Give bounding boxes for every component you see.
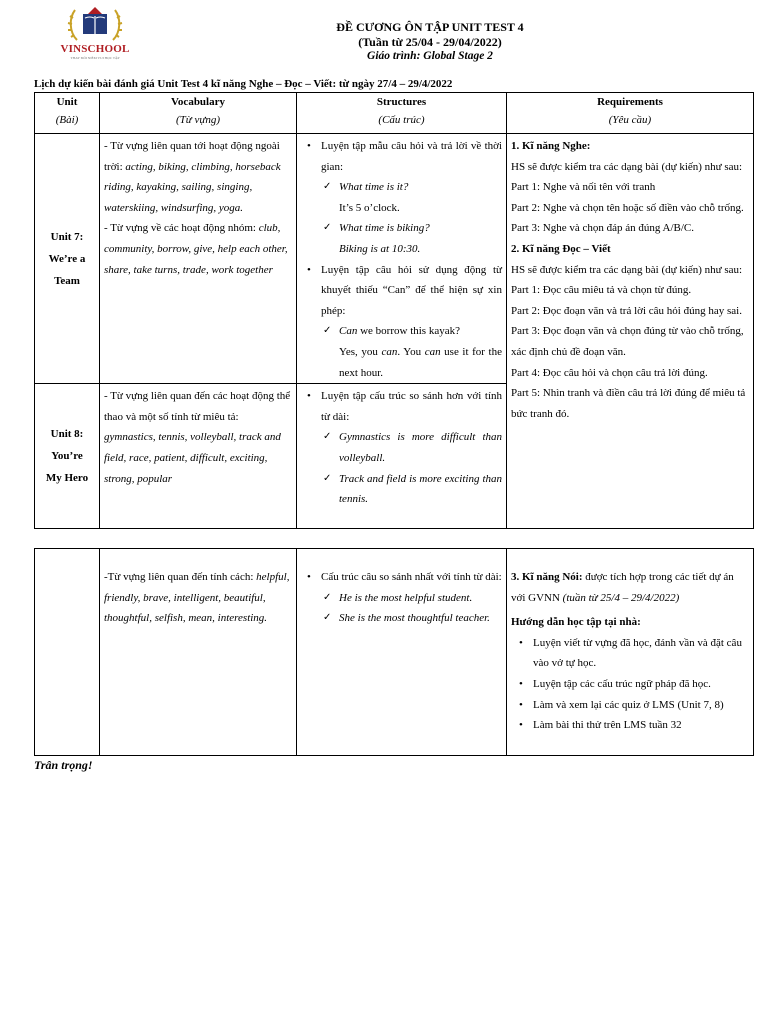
speaking-title: 3. Kĩ năng Nói: xyxy=(511,571,583,583)
syllabus-table-continued xyxy=(34,548,754,756)
reading-part-5: Part 5: Nhìn tranh và điền câu trả lời đúng để miêu tả bức tranh đó. xyxy=(511,387,746,420)
curriculum-name: Giáo trình: Global Stage 2 xyxy=(367,50,493,62)
reading-part-1: Part 1: Đọc câu miêu tả và chọn từ đúng. xyxy=(511,284,692,297)
week-range: (Tuần từ 25/04 - 29/04/2022) xyxy=(358,35,502,49)
reading-part-3: Part 3: Đọc đoạn văn và chọn đúng từ vào chỗ trống, xác định chủ đề đoạn văn. xyxy=(511,325,744,358)
list-item: ✓ He is the most helpful student. xyxy=(339,588,502,609)
page-title: ĐỀ CƯƠNG ÔN TẬP UNIT TEST 4 xyxy=(336,20,524,34)
syllabus-table xyxy=(34,92,754,529)
logo-brand-text: VINSCHOOL xyxy=(60,43,130,55)
table-row-unit9 xyxy=(35,549,754,756)
list-item: • Làm và xem lại các quiz ở LMS (Unit 7, 8) xyxy=(533,695,749,716)
list-item: ✓ Gymnastics is more difficult than volleyball. xyxy=(339,427,502,468)
col-header-unit: Unit (Bài) xyxy=(35,93,100,134)
reading-part-4: Part 4: Đọc câu hỏi và chọn câu trả lời đúng. xyxy=(511,366,708,379)
home-study-title: Hướng dẫn học tập tại nhà: xyxy=(511,616,641,629)
list-item: • Luyện tập cấu trúc so sánh hơn với tính từ dài: ✓ Gymnastics is more difficult than volleyball. ✓ Track and field is more exciting than tennis. xyxy=(321,386,502,510)
unit9-structures xyxy=(297,549,507,756)
list-item: ✓ What time is it? xyxy=(339,177,502,198)
list-item: ✓ She is the most thoughtful teacher. xyxy=(339,608,502,629)
header-row xyxy=(35,93,754,134)
school-logo xyxy=(55,4,135,64)
schedule-line: Lịch dự kiến bài đánh giá Unit Test 4 kĩ năng Nghe – Đọc – Viết: từ ngày 27/4 – 29/4/2022 xyxy=(34,78,453,90)
list-item: • Luyện viết từ vựng đã học, đánh vần và đặt câu vào vở tự học. xyxy=(533,633,749,674)
list-item: • Luyện tập câu hỏi sử dụng động từ khuyết thiếu “Can” để thể hiện sự xin phép: ✓ Can we borrow this kayak? Yes, you can. You can use it for the next hour. xyxy=(321,260,502,384)
signoff: Trân trọng! xyxy=(34,758,93,772)
unit9-requirements: 3. Kĩ năng Nói: được tích hợp trong các tiết dự án với GVNN (tuần từ 25/4 – 29/4/2022) Hướng dẫn học tập tại nhà: • Luyện viết từ vựng đã học, đánh vần và đặt câu vào vở tự học. • Luyện tập các cấu trúc ngữ pháp đã học. • Làm và xem lại các quiz ở LMS (Unit 7, 8) • Làm bài thi thử trên LMS tuần 32 xyxy=(507,549,754,756)
unit8-name: Unit 8: You’re My Hero xyxy=(35,384,100,529)
unit7-name: Unit 7: We’re a Team xyxy=(35,134,100,384)
table-row-unit7 xyxy=(35,134,754,384)
listening-part-3: Part 3: Nghe và chọn đáp án đúng A/B/C. xyxy=(511,222,695,235)
col-header-vocabulary: Vocabulary (Từ vựng) xyxy=(100,93,297,134)
requirements-cell: 1. Kĩ năng Nghe: HS sẽ được kiểm tra các dạng bài (dự kiến) như sau: Part 1: Nghe và nối tên với tranh Part 2: Nghe và chọn tên hoặc số điền vào chỗ trống. Part 3: Nghe và chọn đáp án đúng A/B/C. 2. Kĩ năng Đọc – Viết HS sẽ được kiểm tra các dạng bài (dự kiến) như sau: Part 1: Đọc câu miêu tả và chọn từ đúng. Part 2: Đọc đoạn văn và trả lời câu hỏi đúng hay sai. Part 3: Đọc đoạn văn và chọn đúng từ vào chỗ trống, xác định chủ đề đoạn văn. Part 4: Đọc câu hỏi và chọn câu trả lời đúng. Part 5: Nhìn tranh và điền câu trả lời đúng để miêu tả bức tranh đó. xyxy=(507,134,754,529)
unit8-structures xyxy=(297,384,507,529)
reading-title: 2. Kĩ năng Đọc – Viết xyxy=(511,242,611,255)
list-item: • Làm bài thi thử trên LMS tuần 32 xyxy=(533,715,749,736)
listening-part-2: Part 2: Nghe và chọn tên hoặc số điền vào chỗ trống. xyxy=(511,201,744,214)
unit8-vocabulary: - Từ vựng liên quan đến các hoạt động thể thao và một số tính từ miêu tả: gymnastics, tennis, volleyball, track and field, race, patient, difficult, exciting, strong, popular xyxy=(100,384,297,529)
list-item: • Luyện tập mẫu câu hỏi và trả lời về thời gian: ✓ What time is it? It’s 5 o’clock. ✓ What time is biking? Biking is at 10:30. xyxy=(321,136,502,260)
col-header-requirements: Requirements (Yêu cầu) xyxy=(507,93,754,134)
logo-emblem-icon xyxy=(55,4,135,44)
list-item: ✓ What time is biking? xyxy=(339,218,502,239)
listening-title: 1. Kĩ năng Nghe: xyxy=(511,140,591,152)
list-item: • Cấu trúc câu so sánh nhất với tính từ dài: ✓ He is the most helpful student. ✓ She is the most thoughtful teacher. xyxy=(321,567,502,629)
list-item: ✓ Can we borrow this kayak? xyxy=(339,321,502,342)
logo-tagline: THAY ĐỔI NIỀM VUI HỌC TẬP xyxy=(70,56,120,60)
unit9-vocabulary: -Từ vựng liên quan đến tính cách: helpful, friendly, brave, intelligent, beautiful, thoughtful, selfish, mean, interesting. xyxy=(100,549,297,756)
list-item: • Luyện tập các cấu trúc ngữ pháp đã học. xyxy=(533,674,749,695)
reading-part-2: Part 2: Đọc đoạn văn và trả lời câu hỏi đúng hay sai. xyxy=(511,304,742,317)
unit7-vocabulary: - Từ vựng liên quan tới hoạt động ngoài trời: acting, biking, climbing, horseback riding, kayaking, sailing, singing, waterskiing, windsurfing, yoga. - Từ vựng về các hoạt động nhóm: club, community, borrow, give, help each other, share, take turns, trade, work together xyxy=(100,134,297,384)
col-header-structures: Structures (Cấu trúc) xyxy=(297,93,507,134)
unit7-structures xyxy=(297,134,507,384)
list-item: ✓ Track and field is more exciting than tennis. xyxy=(339,469,502,510)
unit9-name xyxy=(35,549,100,756)
listening-part-1: Part 1: Nghe và nối tên với tranh xyxy=(511,181,656,194)
